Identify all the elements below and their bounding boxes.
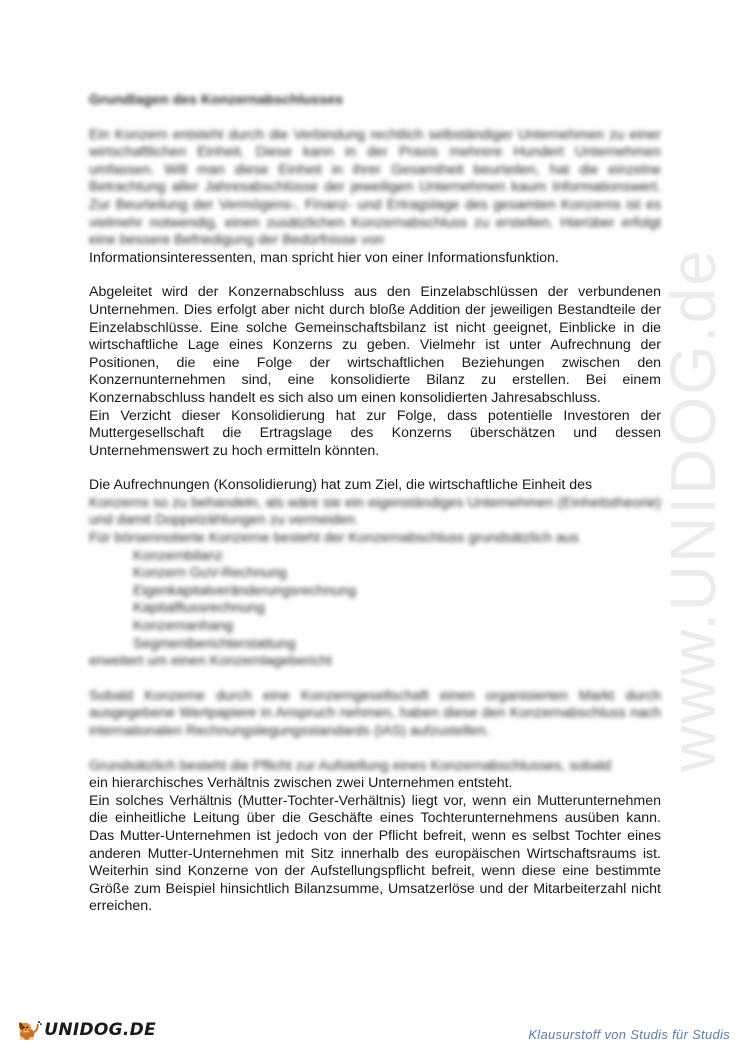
list-item: Konzern GuV-Rechnung <box>133 565 287 582</box>
paragraph-obligation-visible: ein hierarchisches Verhältnis zwischen zwei Unternehmen entsteht. <box>89 775 513 792</box>
footer-tagline: Klausurstoff von Studis für Studis <box>528 1027 730 1042</box>
paragraph-intro-blurred: Ein Konzern entsteht durch die Verbindung rechtlich selbständiger Unternehmen zu einer wirtschaftlichen Einheit. Diese kann in der Praxis mehrere Hundert Unternehmen umfassen. Will man diese Einheit in ihrer Gesamtheit beurteilen, hat die einzelne Betrachtung aller Jahresabschlüsse der jeweiligen Unternehmen kaum Informationswert. Zur Beurteilung der Vermögens-, Finanz- und Ertragslage des gesamten Konzerns ist es vielmehr notwendig, einen zusätzlichen Konzernabschluss zu erstellen. Hierüber erfolgt eine bessere Befriedigung der Bedürfnisse von <box>89 126 661 249</box>
unidog-logo <box>16 1010 156 1050</box>
list-item: Konzernanhang <box>133 618 234 635</box>
paragraph-consolidation-waiver: Ein Verzicht dieser Konsolidierung hat zur Folge, dass potentielle Investoren der Muttergesellschaft die Ertragslage des Konzerns überschätzen und dessen Unternehmenswert zu hoch ermitteln könnten. <box>89 407 661 459</box>
paragraph-intro-visible: Informationsinteressenten, man spricht hier von einer Informationsfunktion. <box>89 249 560 266</box>
list-item: Segmentberichterstattung <box>133 635 296 652</box>
paragraph-aufrechnung-blurred: Konzerns so zu behandeln, als wäre sie ein eigenständiges Unternehmen (Einheitstheorie) und damit Doppelzählungen zu vermeiden. <box>89 494 661 529</box>
list-item: Kapitalflussrechnung <box>133 600 265 617</box>
logo-text: UNIDOG.DE <box>44 1020 156 1040</box>
list-outro: erweitert um einen Konzernlagebericht <box>89 653 332 670</box>
paragraph-obligation-blurred: Grundsätzlich besteht die Pflicht zur Aufstellung eines Konzernabschlusses, sobald <box>89 757 612 774</box>
list-item: Konzernbilanz <box>133 547 223 564</box>
paragraph-derivation: Abgeleitet wird der Konzernabschluss aus den Einzelabschlüssen der verbundenen Unternehmen. Dies erfolgt aber nicht durch bloße Addition der jeweiligen Bestandteile der Einzelabschlüsse. Eine solche Gemeinschaftsbilanz ist nicht geeignet, Einblicke in die wirtschaftliche Lage eines Konzerns zu geben. Vielmehr ist unter Aufrechnung der Positionen, die eine Folge der wirtschaftlichen Beziehungen zwischen den Konzernunternehmen sind, eine konsolidierte Bilanz zu erstellen. Bei einem Konzernabschluss handelt es sich also um einen konsolidierten Jahresabschluss. <box>89 284 661 406</box>
list-item: Eigenkapitalveränderungsrechnung <box>133 582 357 599</box>
document-title: Grundlagen des Konzernabschlusses <box>89 92 343 108</box>
paragraph-aufrechnung-visible: Die Aufrechnungen (Konsolidierung) hat zum Ziel, die wirtschaftliche Einheit des <box>89 477 593 494</box>
paragraph-mother-daughter: Ein solches Verhältnis (Mutter-Tochter-Verhältnis) liegt vor, wenn ein Mutterunternehmen die einheitliche Leitung über die Geschäfte eines Tochterunternehmens ausüben kann. Das Mutter-Unternehmen ist jedoch von der Pflicht befreit, wenn es selbst Tochter eines anderen Mutter-Unternehmen mit Sitz innerhalb des europäischen Wirtschaftsraums ist. Weiterhin sind Konzerne von der Aufstellungspflicht befreit, wenn diese eine bestimmte Größe zum Beispiel hinsichtlich Bilanzsumme, Umsatzerlöse und der Mitarbeiterzahl nicht erreichen. <box>89 792 661 915</box>
watermark-text: www.UNIDOG.de <box>657 248 729 772</box>
document-body <box>89 92 661 916</box>
paragraph-ias-blurred: Sobald Konzerne durch eine Konzerngesellschaft einen organisierten Markt durch ausgegebene Wertpapiere in Anspruch nehmen, haben diese den Konzernabschluss nach internationalen Rechnungslegungsstandards (IAS) aufzustellen. <box>89 687 661 739</box>
list-intro: Für börsennotierte Konzerne besteht der Konzernabschluss grundsätzlich aus <box>89 530 579 547</box>
components-list <box>89 548 661 654</box>
dog-mascot-icon <box>16 1012 42 1048</box>
